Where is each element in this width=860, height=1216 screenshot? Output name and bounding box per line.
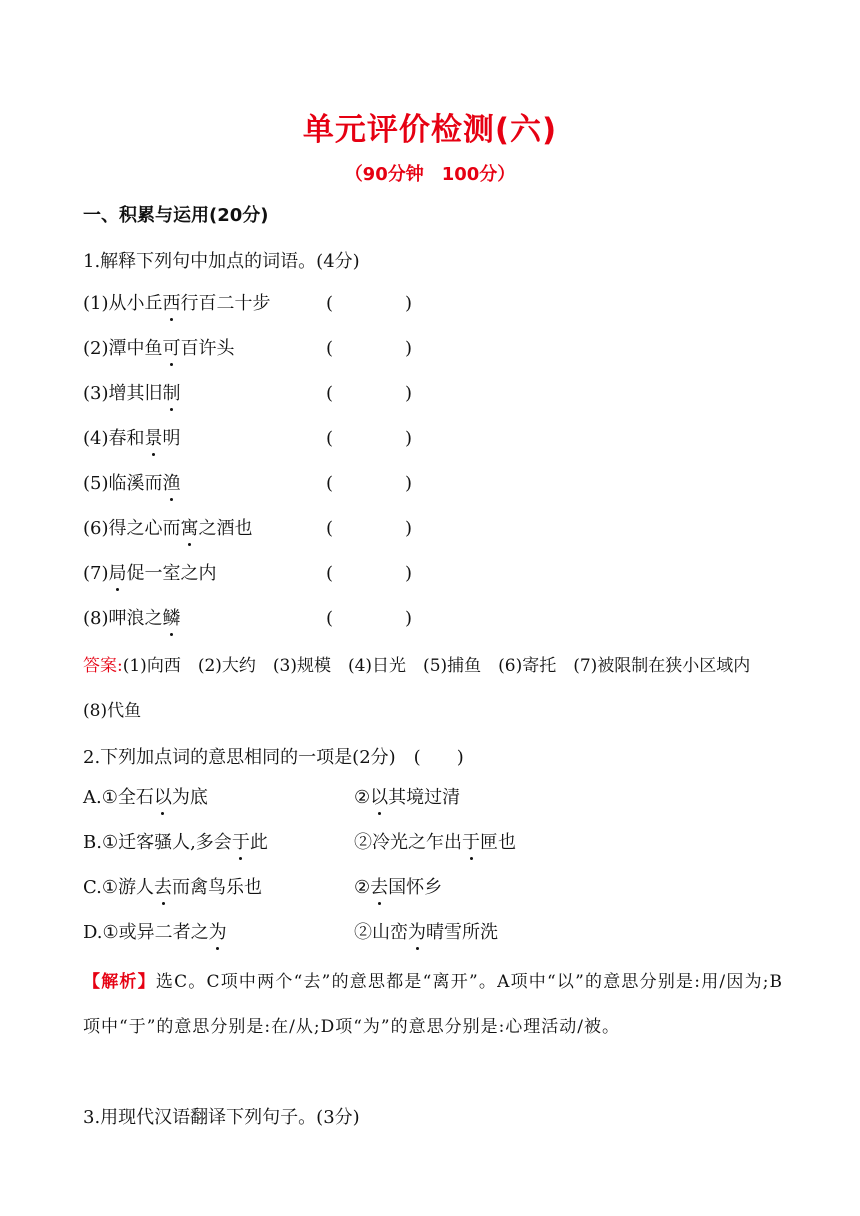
dotted-word: 以: [153, 787, 172, 808]
option-text-before: ①或异二者之: [102, 922, 209, 943]
option-text-after: 此: [249, 832, 268, 853]
item-number: (6): [83, 518, 109, 539]
option-a: [83, 786, 208, 810]
dotted-word: 局: [108, 563, 127, 584]
answer-blank: ( ): [326, 383, 413, 404]
option-text-before: ②冷光之乍出: [354, 832, 462, 853]
item-text-after: 百许头: [180, 338, 235, 359]
answer-blank: ( ): [326, 293, 413, 314]
analysis-label: 【解析】: [83, 972, 156, 992]
dotted-word: 于: [462, 832, 480, 853]
item-text-before: 呷浪之: [108, 608, 163, 629]
question-1-item: [83, 427, 181, 451]
option-second-sentence: [354, 876, 442, 900]
option-letter: B.: [83, 832, 102, 853]
dotted-word: 鳞: [162, 608, 181, 629]
dotted-word: 于: [231, 832, 250, 853]
section-heading: 一、积累与运用(20分): [83, 205, 269, 226]
answer-text: (1)向西 (2)大约 (3)规模 (4)日光 (5)捕鱼 (6)寄托 (7)被限制在狭小区域内 (8)代鱼: [83, 656, 768, 721]
item-number: (2): [83, 338, 109, 359]
option-second-sentence: [354, 831, 516, 855]
item-text-before: 临溪而: [108, 473, 163, 494]
dotted-word: 去: [154, 877, 172, 898]
question-2-analysis: [83, 960, 783, 1050]
item-number: (8): [83, 608, 109, 629]
option-text-before: ②: [354, 877, 371, 898]
question-1-item: [83, 382, 181, 406]
option-text-before: ②: [354, 787, 371, 808]
page-title: 单元评价检测(六): [302, 112, 558, 148]
item-number: (7): [83, 563, 109, 584]
option-text-after: 国怀乡: [388, 877, 443, 898]
question-1-stem: 1.解释下列句中加点的词语。(4分): [83, 251, 360, 272]
question-1-item: [83, 292, 271, 316]
option-text-before: ①全石: [101, 787, 154, 808]
dotted-word: 寓: [180, 518, 199, 539]
dotted-word: 可: [162, 338, 181, 359]
question-1-item: [83, 562, 217, 586]
item-text-after: 之酒也: [198, 518, 253, 539]
item-number: (3): [83, 383, 109, 404]
option-text-before: ②山峦: [354, 922, 408, 943]
option-c: [83, 876, 262, 900]
dotted-word: 渔: [162, 473, 181, 494]
answer-label: 答案:: [83, 656, 123, 676]
item-text-before: 增其旧: [108, 383, 163, 404]
dotted-word: 景: [144, 428, 163, 449]
option-text-before: ①迁客骚人,多会: [101, 832, 232, 853]
item-number: (5): [83, 473, 109, 494]
item-text-after: 促一室之内: [126, 563, 217, 584]
item-number: (1): [83, 293, 109, 314]
option-text-after: 而禽鸟乐也: [172, 877, 262, 898]
item-text-after: 明: [162, 428, 181, 449]
option-letter: C.: [83, 877, 102, 898]
option-text-after: 晴雪所洗: [426, 922, 498, 943]
question-1-item: [83, 472, 181, 496]
dotted-word: 西: [162, 293, 181, 314]
question-1-item: [83, 337, 235, 361]
option-d: [83, 921, 227, 945]
item-number: (4): [83, 428, 109, 449]
option-letter: D.: [83, 922, 103, 943]
option-text-after: 为底: [171, 787, 208, 808]
question-1-item: [83, 517, 253, 541]
analysis-text: 选C。C项中两个“去”的意思都是“离开”。A项中“以”的意思分别是:用/因为;B项中“于”的意思分别是:在/从;D项“为”的意思分别是:心理活动/被。: [83, 972, 784, 1037]
page-subtitle: （90分钟 100分）: [344, 164, 516, 185]
dotted-word: 以: [370, 787, 389, 808]
answer-blank: ( ): [326, 473, 413, 494]
option-b: [83, 831, 268, 855]
answer-blank: ( ): [326, 518, 413, 539]
answer-blank: ( ): [326, 608, 413, 629]
option-text-before: ①游人: [101, 877, 154, 898]
question-1-answer: [83, 644, 783, 734]
answer-blank: ( ): [326, 338, 413, 359]
option-text-after: 其境过清: [388, 787, 461, 808]
answer-blank: ( ): [326, 428, 413, 449]
option-second-sentence: [354, 921, 498, 945]
dotted-word: 制: [162, 383, 181, 404]
dotted-word: 去: [370, 877, 389, 898]
dotted-word: 为: [408, 922, 426, 943]
option-second-sentence: [354, 786, 460, 810]
option-text-after: 匣也: [480, 832, 516, 853]
question-2-stem: 2.下列加点词的意思相同的一项是(2分) ( ): [83, 747, 464, 768]
item-text-before: 潭中鱼: [108, 338, 163, 359]
option-letter: A.: [83, 787, 102, 808]
item-text-after: 行百二十步: [180, 293, 271, 314]
dotted-word: 为: [208, 922, 227, 943]
answer-blank: ( ): [326, 563, 413, 584]
question-1-item: [83, 607, 181, 631]
item-text-before: 从小丘: [108, 293, 163, 314]
question-3-stem: 3.用现代汉语翻译下列句子。(3分): [83, 1107, 360, 1128]
item-text-before: 得之心而: [108, 518, 181, 539]
item-text-before: 春和: [108, 428, 145, 449]
